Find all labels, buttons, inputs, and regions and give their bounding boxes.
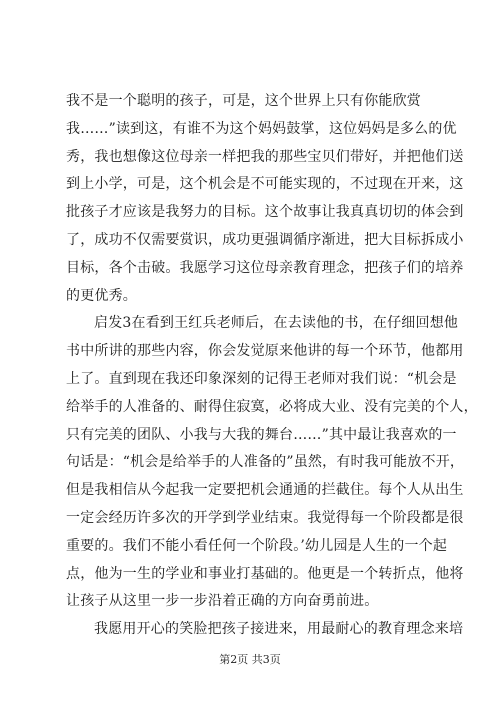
text-line: 句话是：“机会是给举手的人准备的”虽然，有时我可能放不开， [66, 454, 465, 471]
text-line: 我不是一个聪明的孩子，可是，这个世界上只有你能欣赏 [66, 93, 421, 109]
text-line: 的更优秀。 [66, 287, 137, 304]
text-line: 让孩子从这里一步一步沿着正确的方向奋勇前进。 [66, 593, 379, 610]
text-line: 启发3在看到王红兵老师后，在去读他的书，在仔细回想他 [94, 315, 459, 332]
paragraph [66, 310, 478, 616]
text-line: 批孩子才应该是我努力的目标。这个故事让我真真切切的体会到 [66, 204, 464, 221]
paragraph [66, 616, 464, 644]
text-line: 重要的。我们不能小看任何一个阶段。’幼儿园是人生的一个起 [66, 537, 448, 554]
text-line: 只有完美的团队、小我与大我的舞台……”其中最让我喜欢的一 [66, 426, 457, 443]
text-line: 到上小学，可是，这个机会是不可能实现的，不过现在开来，这 [66, 176, 464, 193]
text-line: 书中所讲的那些内容，你会发觉原来他讲的每一个环节，他都用 [66, 343, 464, 360]
text-line: 点，他为一生的学业和事业打基础的。他更是一个转折点，他将 [66, 565, 464, 582]
text-line: 给举手的人准备的、耐得住寂寞，必将成大业、没有完美的个人， [66, 398, 478, 415]
text-line: 了，成功不仅需要赏识，成功更强调循序渐进，把大目标拆成小 [66, 231, 464, 248]
paragraph [66, 88, 464, 310]
text-line: 但是我相信从今起我一定要把机会通通的拦截住。每个人从出生 [66, 482, 464, 499]
text-line: 秀，我也想像这位母亲一样把我的那些宝贝们带好，并把他们送 [66, 148, 464, 165]
text-line: 一定会经历许多次的开学到学业结束。我觉得每一个阶段都是很 [66, 509, 464, 526]
text-line: 上了。直到现在我还印象深刻的记得王老师对我们说：“机会是 [66, 370, 457, 387]
page-number: 第2页 共3页 [219, 653, 281, 666]
text-line: 我……”读到这，有谁不为这个妈妈鼓掌，这位妈妈是多么的优 [66, 120, 457, 137]
text-line: 我愿用开心的笑脸把孩子接进来，用最耐心的教育理念来培 [94, 621, 464, 638]
body-text [66, 88, 478, 644]
text-line: 目标，各个击破。我愿学习这位母亲教育理念，把孩子们的培养 [66, 259, 464, 276]
